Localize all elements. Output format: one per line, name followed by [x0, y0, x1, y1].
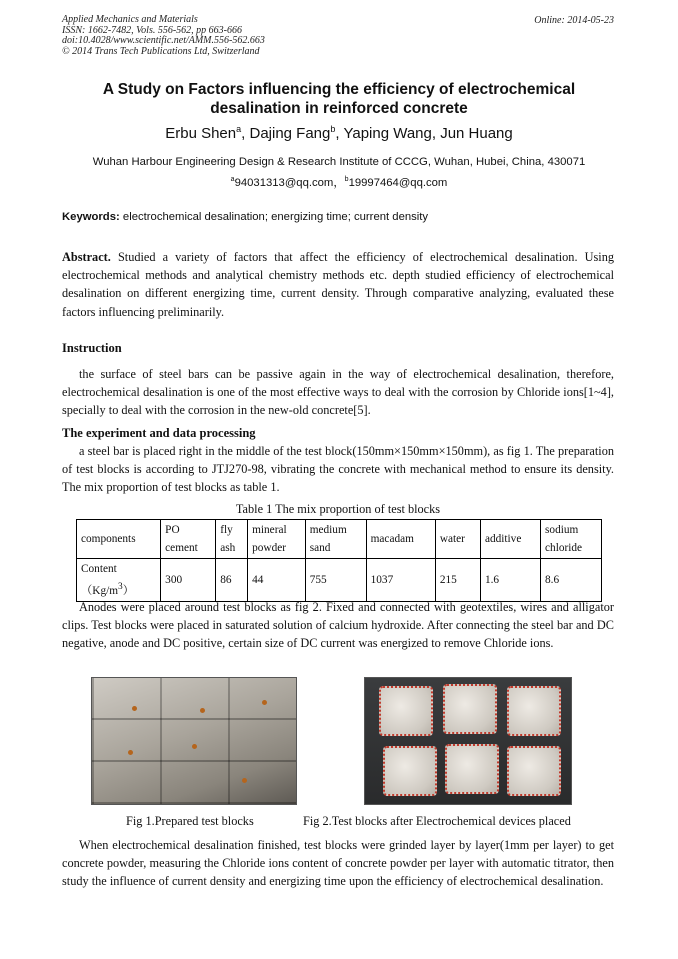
table-cell: 8.6 — [541, 559, 602, 602]
table-header-cell: mineral powder — [248, 520, 306, 559]
table-header-cell: components — [77, 520, 161, 559]
author-2: Dajing Fang — [249, 125, 331, 142]
steel-bar-end — [128, 750, 133, 755]
email-b[interactable]: 19997464@qq.com — [348, 176, 448, 189]
table-header-cell: additive — [480, 520, 540, 559]
abstract — [62, 248, 614, 321]
table-header-cell: macadam — [366, 520, 435, 559]
table-header-cell: fly ash — [216, 520, 248, 559]
other-authors: Yaping Wang, Jun Huang — [343, 125, 513, 142]
table-cell: 1.6 — [480, 559, 540, 602]
table-cell: 44 — [248, 559, 306, 602]
steel-bar-end — [242, 778, 247, 783]
steel-bar-end — [192, 744, 197, 749]
steel-bar-end — [262, 700, 267, 705]
test-block — [445, 744, 499, 794]
instruction-text: the surface of steel bars can be passive again in the way of electrochemical desalination, therefore, electrochemical desalination is one of the most effective ways to deal with the corrosion by Chloride ions[1~4], specially to deal with the corrosion in the new-old concrete[5]. — [62, 367, 614, 418]
table-cell: 86 — [216, 559, 248, 602]
table-cell: 755 — [305, 559, 366, 602]
anodes-text: Anodes were placed around test blocks as fig 2. Fixed and connected with geotextiles, wires and alligator clips. Test blocks were placed in saturated solution of calcium hydroxide. After connecting the steel bar and DC negative, anode and DC positive, certain size of DC current was energized to remove Chloride ions. — [62, 600, 614, 651]
author-2-sup: b — [330, 124, 336, 134]
test-block — [507, 686, 561, 736]
fig2-caption: Fig 2.Test blocks after Electrochemical devices placed — [303, 814, 571, 828]
table-caption: Table 1 The mix proportion of test blocks — [235, 502, 441, 516]
abstract-label: Abstract. — [62, 250, 111, 264]
author-1-sup: a — [236, 124, 242, 134]
table-header-cell: medium sand — [305, 520, 366, 559]
title-line-2: desalination in reinforced concrete — [210, 100, 468, 117]
journal-name: Applied Mechanics and Materials — [62, 14, 198, 25]
paper-title — [62, 80, 616, 118]
emails — [62, 171, 616, 192]
instruction-heading: Instruction — [62, 341, 122, 355]
steel-bar-end — [200, 708, 205, 713]
table-header-row — [77, 520, 602, 559]
table-cell: 300 — [161, 559, 216, 602]
keywords-text: electrochemical desalination; energizing time; current density — [122, 211, 429, 223]
journal-copyright: © 2014 Trans Tech Publications Ltd, Switzerland — [62, 45, 260, 57]
title-line-1: A Study on Factors influencing the efficiency of electrochemical — [102, 81, 576, 98]
table-header-cell: sodium chloride — [541, 520, 602, 559]
author-1: Erbu Shen — [165, 125, 237, 142]
abstract-text: Studied a variety of factors that affect the efficiency of electrochemical desalination. Using electrochemical methods and analytical chemistry methods etc. depth studied efficiency of electrochemical desalination on different energizing time, current density. Through comparative analyzing, evaluated these factors influencing preliminarily. — [62, 250, 614, 319]
email-b-sup: b — [344, 176, 349, 183]
experiment-heading: The experiment and data processing — [62, 426, 256, 440]
journal-doi: doi:10.4028/www.scientific.net/AMM.556-562.663 — [62, 35, 265, 46]
table-header-cell: water — [435, 520, 480, 559]
keywords-label: Keywords: — [62, 211, 120, 223]
email-a[interactable]: 94031313@qq.com — [234, 176, 334, 189]
online-date: Online: 2014-05-23 — [534, 15, 614, 26]
final-text: When electrochemical desalination finished, test blocks were grinded layer by layer(1mm per layer) to get concrete powder, measuring the Chloride ions content of concrete powder per layer with automatic titrator, then study the influence of current density and energizing time upon the efficiency of electrochemical desalination. — [62, 838, 614, 889]
journal-issn: ISSN: 1662-7482, Vols. 556-562, pp 663-666 — [62, 24, 242, 36]
author-list: Erbu Shen$^a$, Dajing Fang$^b$, Yaping Wang, Jun Huang — [165, 124, 513, 142]
test-block — [383, 746, 437, 796]
email-a-sup: a — [230, 176, 235, 183]
table-header-cell: PO cement — [161, 520, 216, 559]
journal-header — [62, 15, 265, 57]
steel-bar-end — [132, 706, 137, 711]
keywords — [62, 211, 428, 223]
experiment-text: a steel bar is placed right in the middle of the test block(150mm×150mm×150mm), as fig 1. The preparation of test blocks is according to JTJ270-98, vibrating the concrete with mechanical method to ensure its density. The mix proportion of test blocks as table 1. — [62, 444, 614, 495]
affiliation — [62, 153, 616, 192]
email-separator: ， — [333, 176, 345, 189]
table-row-label: Content $(Kg/m^3)$ — [77, 559, 161, 602]
test-block — [443, 684, 497, 734]
fig1-caption: Fig 1.Prepared test blocks — [126, 814, 254, 828]
fig2-photo-electrochemical-devices — [364, 677, 572, 805]
table-row — [77, 559, 602, 602]
table-cell: 215 — [435, 559, 480, 602]
table-cell: 1037 — [366, 559, 435, 602]
test-block — [507, 746, 561, 796]
mix-proportion-table — [76, 519, 602, 602]
test-block — [379, 686, 433, 736]
fig1-photo-prepared-blocks — [91, 677, 297, 805]
institute: Wuhan Harbour Engineering Design & Research Institute of CCCG, Wuhan, Hubei, China, 430071 — [92, 156, 586, 168]
